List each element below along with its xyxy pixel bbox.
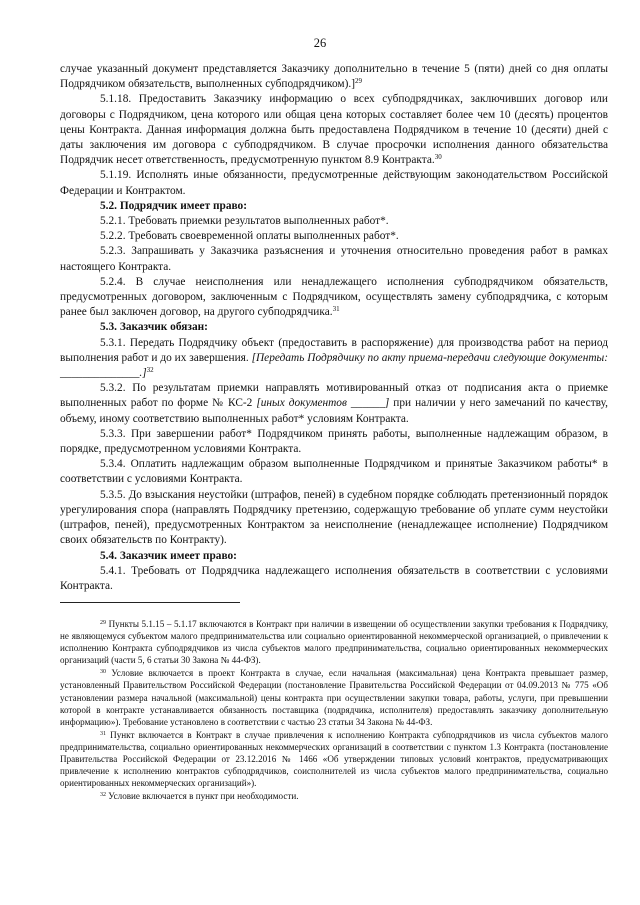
section-heading-5-2: 5.2. Подрядчик имеет право:	[100, 199, 248, 212]
footnote-30	[60, 667, 608, 727]
clause-5-1-19: 5.1.19. Исполнять иные обязанности, предусмотренные действующим законодательством Российской Федерации и Контрактом.	[60, 169, 608, 197]
paragraph-text: 5.2.4. В случае неисполнения или ненадлежащего исполнения субподрядчиком обязательств, предусмотренных договором, заключенным с Подрядчиком, осуществлять замену субподрядчика, с которым ранее был заключен договор, на другого субподрядчика.	[60, 275, 608, 319]
footnotes	[60, 618, 608, 802]
clause-5-1-18	[60, 92, 608, 168]
footnote-text: Условие включается в проект Контракта в случае, если начальная (максимальная) цена Контракта превышает размер, установленный Правительством Российской Федерации (постановление Правительства Российской Федерации от 04.09.2013 № 775 «Об установлении размера начальной (максимальной) цены контракта при осуществлении закупки товара, работы, услуги, при превышении которой в контракте устанавливается обязанность поставщика (подрядчика, исполнителя) предоставлять заказчику дополнительную информацию»). Требование установлено в соответствии с частью 23 статьи 34 Закона № 44-ФЗ.	[60, 668, 608, 727]
paragraph-text: 5.3.2. По результатам приемки направлять мотивированный отказ от подписания акта о приемке выполненных работ по форме № КС-2	[60, 382, 608, 410]
footnote-number: 31	[100, 730, 106, 737]
clause-5-3-1	[60, 336, 608, 382]
section-heading-5-3: 5.3. Заказчик обязан:	[100, 321, 208, 334]
section-heading-5-4: 5.4. Заказчик имеет право:	[100, 549, 237, 562]
footnote-32	[60, 790, 608, 802]
paragraph-continuation	[60, 62, 608, 92]
footnote-number: 32	[100, 792, 106, 799]
clause-5-3-3: 5.3.3. При завершении работ* Подрядчиком принять работы, выполненные надлежащим образом, в порядке, предусмотренном условиями Контракта.	[60, 427, 608, 456]
footnote-number: 29	[100, 620, 106, 626]
footnote-ref-29[interactable]: 29	[354, 77, 362, 86]
footnote-ref-31[interactable]: 31	[332, 305, 340, 314]
footnote-text: Условие включается в пункт при необходимости.	[106, 791, 299, 802]
paragraph-text: при наличии у него замечаний по качеству, объему, иному соответствию выполненных работ* условиям Контракта.	[60, 397, 608, 425]
clause-5-3-5: 5.3.5. До взыскания неустойки (штрафов, пеней) в судебном порядке соблюдать претензионный порядок урегулирования спора (направлять Подрядчику претензию, содержащую требование об уплате сумм неустойки (штрафов, пеней), предусмотренных Контрактом за неисполнение (ненадлежащее исполнение) Подрядчиком своих обязательств по Контракту).	[60, 488, 608, 547]
footnote-29	[60, 618, 608, 666]
footnote-text: Пункт включается в Контракт в случае привлечения к исполнению Контракта субподрядчиков из числа субъектов малого предпринимательства, социально ориентированных некоммерческих организаций в соответствии с пунктом 1.3 Контракта (постановление Правительства Российской Федерации от 23.12.2016 № 1466 «Об утверждении типовых условий контрактов, предусматривающих привлечение к исполнению контрактов субподрядчиков, соисполнителей из числа субъектов малого предпринимательства, социально ориентированных некоммерческих организаций»).	[60, 729, 608, 789]
optional-text: [Передать Подрядчику по акту приема-передачи следующие документы:	[251, 351, 608, 364]
clause-5-3-4: 5.3.4. Оплатить надлежащим образом выполненные Подрядчиком и принятые Заказчиком работы* в соответствии с условиями Контракта.	[60, 458, 608, 486]
blank-field: ______________.]	[60, 367, 147, 380]
paragraph-text: случае указанный документ представляется Заказчику дополнительно в течение 5 (пяти) дней со дня оплаты Подрядчиком обязательств, выполненных субподрядчиком).]	[60, 63, 608, 91]
paragraph-text: 5.3.1. Передать Подрядчику объект (предоставить в распоряжение) для производства работ на период выполнения работ и до их завершения.	[60, 336, 608, 364]
clause-5-2-4	[60, 275, 608, 321]
document-body	[60, 62, 608, 594]
footnote-number: 30	[100, 669, 106, 676]
clause-5-2-2: 5.2.2. Требовать своевременной оплаты выполненных работ*.	[100, 230, 399, 243]
footnote-ref-32[interactable]: 32	[146, 366, 154, 375]
optional-text: [иных документов ______]	[256, 397, 390, 410]
page-number: 26	[313, 36, 327, 50]
footnote-separator	[60, 602, 240, 603]
footnote-text: Пункты 5.1.15 – 5.1.17 включаются в Контракт при наличии в извещении об осуществлении закупки требования к Подрядчику, не являющемуся субъектом малого предпринимательства или социально ориентированной некоммерческой организацией, о привлечении к исполнению Контракта субподрядчиков из числа субъектов малого предпринимательства, социально ориентированных некоммерческих организаций (части 5, 6 статьи 30 Закона № 44-ФЗ).	[60, 619, 608, 666]
clause-5-4-1: 5.4.1. Требовать от Подрядчика надлежащего исполнения обязательств в соответствии с условиями Контракта.	[60, 564, 608, 592]
clause-5-2-3: 5.2.3. Запрашивать у Заказчика разъяснения и уточнения относительно проведения работ в рамках настоящего Контракта.	[60, 245, 608, 273]
clause-5-2-1: 5.2.1. Требовать приемки результатов выполненных работ*.	[100, 215, 389, 228]
paragraph-text: 5.1.18. Предоставить Заказчику информацию о всех субподрядчиках, заключивших договор или договоры с Подрядчиком, цена которого или общая цена которых составляет более чем 10 (десять) процентов цены Контракта. Данная информация должна быть предоставлена Подрядчиком в течение 10 (десяти) дней с даты заключения им договора с субподрядчиком. В случае просрочки исполнения данного обязательства Подрядчик несет ответственность, предусмотренную пунктом 8.9 Контракта.	[60, 93, 608, 167]
footnote-31	[60, 729, 608, 789]
clause-5-3-2	[60, 381, 608, 427]
footnote-ref-30[interactable]: 30	[434, 153, 442, 162]
